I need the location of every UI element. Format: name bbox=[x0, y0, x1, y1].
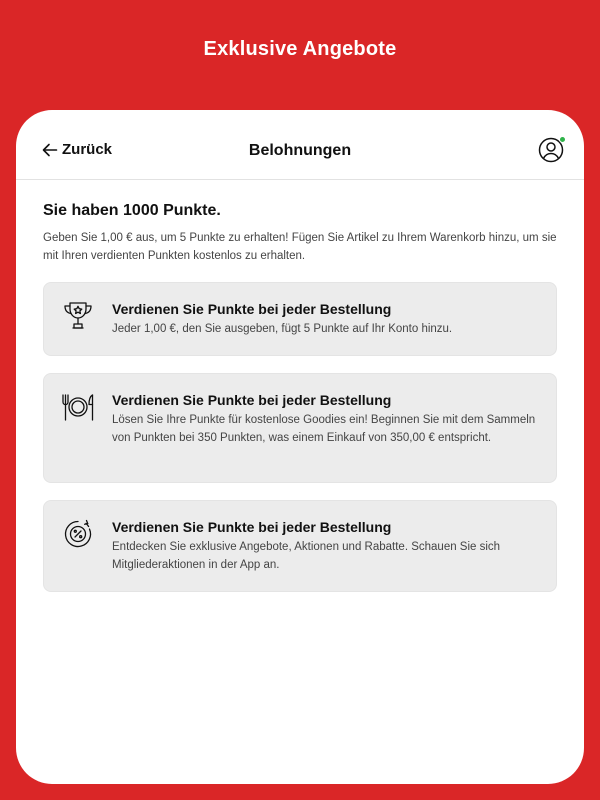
trophy-icon bbox=[60, 298, 96, 334]
rewards-card bbox=[16, 110, 584, 784]
points-balance-title: Sie haben 1000 Punkte. bbox=[43, 202, 221, 219]
tile-title: Verdienen Sie Punkte bei jeder Bestellung bbox=[112, 518, 392, 535]
page-header-title: Exklusive Angebote bbox=[203, 38, 397, 60]
tile-title: Verdienen Sie Punkte bei jeder Bestellung bbox=[112, 391, 392, 408]
tile-description: Lösen Sie Ihre Punkte für kostenlose Goodies ein! Beginnen Sie mit dem Sammeln von Punkten bei 350 Punkten, was einem Einkauf von 350,00 € entspricht. bbox=[112, 413, 536, 444]
plate-cutlery-icon bbox=[60, 389, 96, 425]
points-description: Geben Sie 1,00 € aus, um 5 Punkte zu erhalten! Fügen Sie Artikel zu Ihrem Warenkorb hinzu, um sie mit Ihren verdienten Punkten kostenlos zu erhalten. bbox=[43, 232, 557, 262]
notification-dot bbox=[559, 136, 566, 143]
tile-description: Jeder 1,00 €, den Sie ausgeben, fügt 5 Punkte auf Ihr Konto hinzu. bbox=[112, 323, 453, 335]
discount-badge-icon bbox=[60, 516, 96, 552]
screen-title: Belohnungen bbox=[248, 142, 352, 159]
profile-button[interactable] bbox=[538, 137, 564, 163]
user-profile-icon bbox=[538, 150, 564, 167]
tile-description: Entdecken Sie exklusive Angebote, Aktionen und Rabatte. Schauen Sie sich Mitgliederaktionen in der App an. bbox=[112, 540, 501, 571]
reward-tile-redeem bbox=[43, 373, 557, 483]
back-button-label: Zurück bbox=[62, 141, 113, 158]
rewards-content bbox=[16, 180, 584, 592]
tile-title: Verdienen Sie Punkte bei jeder Bestellung bbox=[112, 301, 392, 317]
top-nav-bar bbox=[16, 110, 584, 180]
reward-tile-offers bbox=[43, 500, 557, 592]
reward-tile-earn bbox=[43, 282, 557, 356]
